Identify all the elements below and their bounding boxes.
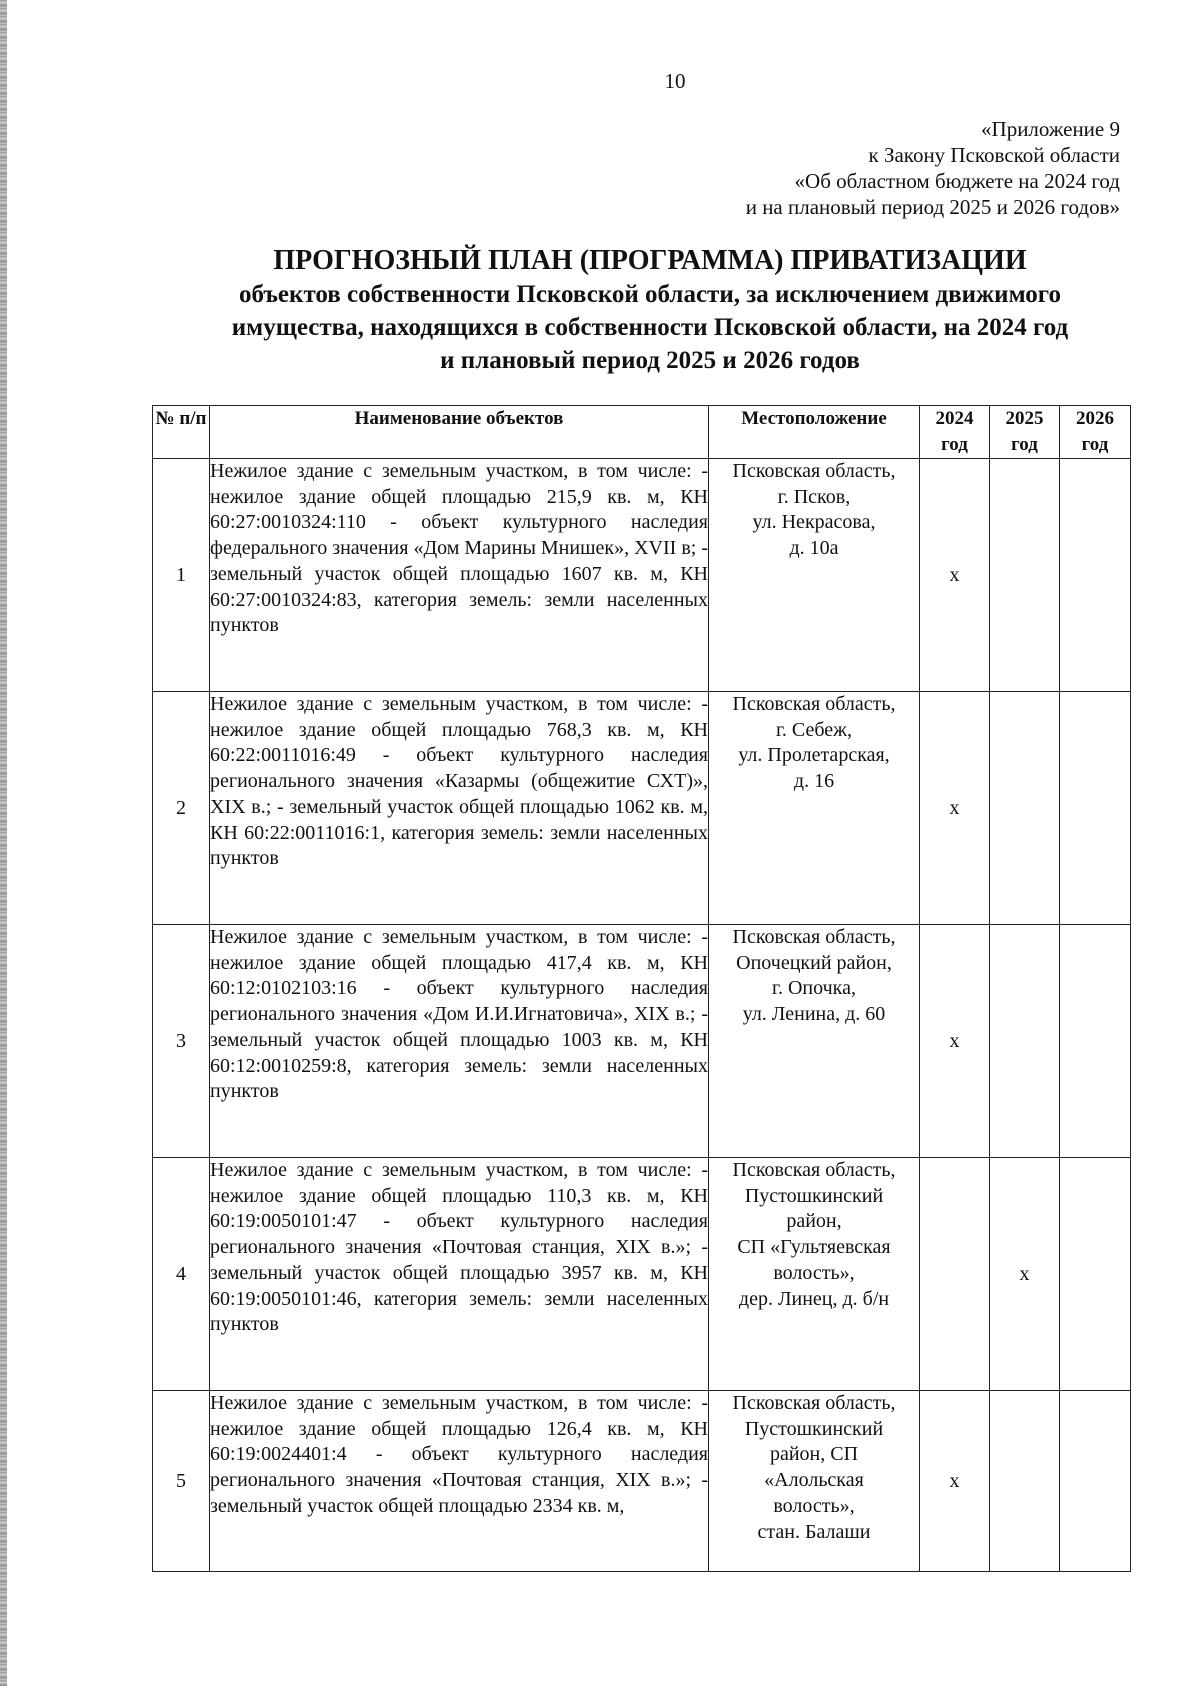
object-description: Нежилое здание с земельным участком, в том числе: - нежилое здание общей площадью 768,3 кв. м, КН 60:22:0011016:49 - объект культурного наследия регионального значения «Казармы (общежитие СХТ)», XIX в.; - земельный участок общей площадью 1062 кв. м, КН 60:22:0011016:1, категория земель: земли населенных пунктов [210,692,709,925]
mark-2025: х [990,1158,1060,1391]
mark-2025 [990,925,1060,1158]
mark-2024: х [920,1391,990,1572]
mark-2024: х [920,925,990,1158]
mark-2026 [1060,1391,1131,1572]
header-object-name: Наименование объектов [210,406,709,459]
table-row [153,1158,1131,1391]
mark-2026 [1060,692,1131,925]
object-location: Псковская область, г. Псков, ул. Некрасова, д. 10а [709,459,920,692]
appendix-line: «Об областном бюджете на 2024 год [794,169,1120,193]
object-description: Нежилое здание с земельным участком, в том числе: - нежилое здание общей площадью 215,9 кв. м, КН 60:27:0010324:110 - объект культурного наследия федерального значения «Дом Марины Мнишек», XVII в; - земельный участок общей площадью 1607 кв. м, КН 60:27:0010324:83, категория земель: земли населенных пунктов [210,459,709,692]
row-number: 4 [153,1158,210,1391]
table-header-row [153,406,1131,459]
object-location: Псковская область, Пустошкинский район, СП «Гультяевская волость», дер. Линец, д. б/н [709,1158,920,1391]
scan-edge [0,0,7,1686]
document-subtitle-line: объектов собственности Псковской области, за исключением движимого [238,281,1062,308]
row-number: 3 [153,925,210,1158]
table-row [153,1391,1131,1572]
row-number: 2 [153,692,210,925]
document-title: ПРОГНОЗНЫЙ ПЛАН (ПРОГРАММА) ПРИВАТИЗАЦИИ [273,245,1027,276]
mark-2024: х [920,692,990,925]
object-location: Псковская область, г. Себеж, ул. Пролетарская, д. 16 [709,692,920,925]
mark-2025 [990,459,1060,692]
object-location: Псковская область, Опочецкий район, г. Опочка, ул. Ленина, д. 60 [709,925,920,1158]
mark-2026 [1060,1158,1131,1391]
header-year-2025: 2025 год [990,406,1060,459]
object-description: Нежилое здание с земельным участком, в том числе: - нежилое здание общей площадью 126,4 кв. м, КН 60:19:0024401:4 - объект культурного наследия регионального значения «Почтовая станция, XIX в.»; - земельный участок общей площадью 2334 кв. м, [210,1391,709,1572]
document-subtitle-line: имущества, находящихся в собственности Псковской области, на 2024 год [231,314,1069,341]
mark-2024 [920,1158,990,1391]
object-description: Нежилое здание с земельным участком, в том числе: - нежилое здание общей площадью 110,3 кв. м, КН 60:19:0050101:47 - объект культурного наследия регионального значения «Почтовая станция, XIX в.»; - земельный участок общей площадью 3957 кв. м, КН 60:19:0050101:46, категория земель: земли населенных пунктов [210,1158,709,1391]
appendix-reference [746,116,1120,220]
object-description: Нежилое здание с земельным участком, в том числе: - нежилое здание общей площадью 417,4 кв. м, КН 60:12:0102103:16 - объект культурного наследия регионального значения «Дом И.И.Игнатовича», XIX в.; - земельный участок общей площадью 1003 кв. м, КН 60:12:0010259:8, категория земель: земли населенных пунктов [210,925,709,1158]
mark-2026 [1060,459,1131,692]
object-location: Псковская область, Пустошкинский район, СП «Алольская волость», стан. Балаши [709,1391,920,1572]
mark-2025 [990,692,1060,925]
table-row [153,925,1131,1158]
mark-2024: х [920,459,990,692]
mark-2026 [1060,925,1131,1158]
table-row [153,692,1131,925]
mark-2025 [990,1391,1060,1572]
appendix-line: к Закону Псковской области [868,143,1120,167]
header-year-2026: 2026 год [1060,406,1131,459]
header-year-2024: 2024 год [920,406,990,459]
table-row [153,459,1131,692]
appendix-line: и на плановый период 2025 и 2026 годов» [745,195,1120,219]
privatization-table [152,405,1131,1572]
page-number: 10 [664,69,686,93]
header-location: Местоположение [709,406,920,459]
row-number: 1 [153,459,210,692]
row-number: 5 [153,1391,210,1572]
appendix-line: «Приложение 9 [981,117,1120,141]
header-number: № п/п [153,406,210,459]
document-subtitle-line: и плановый период 2025 и 2026 годов [440,347,860,374]
document-heading [150,244,1150,377]
